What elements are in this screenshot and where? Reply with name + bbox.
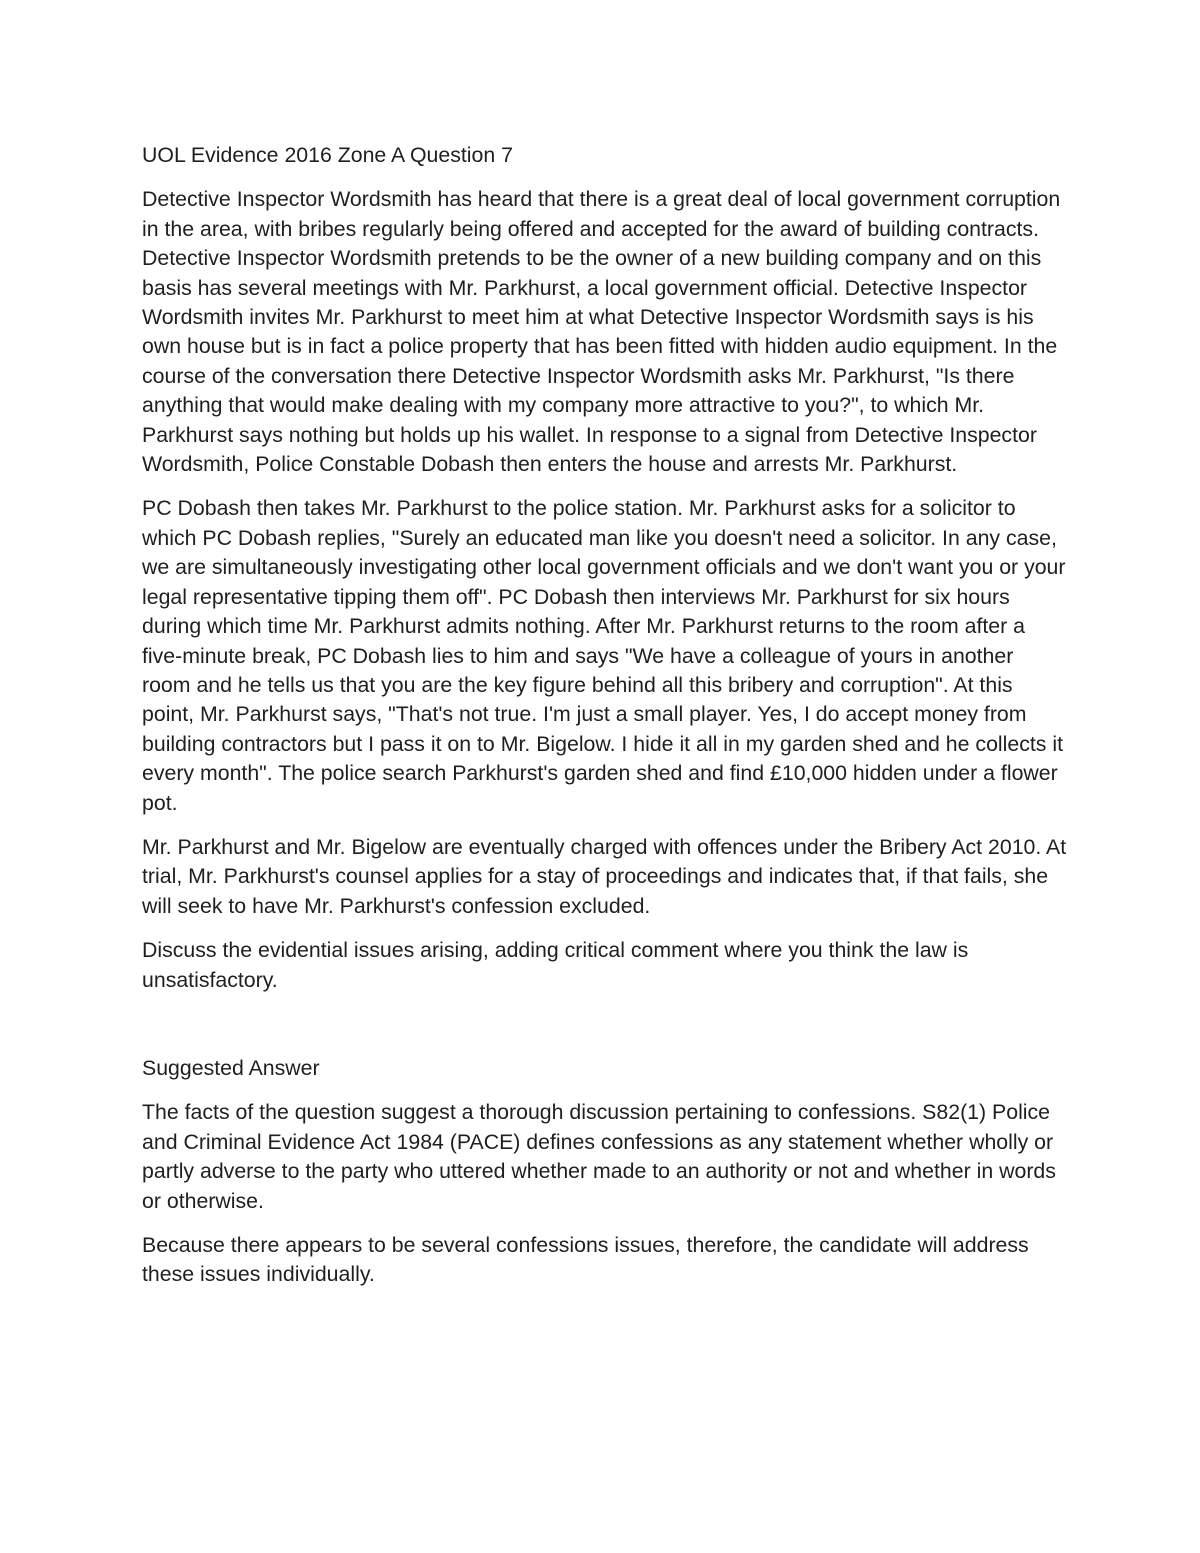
document-body [142, 141, 1067, 1305]
answer-paragraph: The facts of the question suggest a thorough discussion pertaining to confessions. S82(1) Police and Criminal Evidence Act 1984 (PACE) defines confessions as any statement whether wholly or partly adverse to the party who uttered whether made to an authority or not and whether in words or otherwise. [142, 1100, 1056, 1213]
answer-paragraph: Because there appears to be several confessions issues, therefore, the candidate will address these issues individually. [142, 1233, 1029, 1287]
question-paragraph: Detective Inspector Wordsmith has heard that there is a great deal of local government corruption in the area, with bribes regularly being offered and accepted for the award of building contracts. Detective Inspector Wordsmith pretends to be the owner of a new building company and on this basis has several meetings with Mr. Parkhurst, a local government official. Detective Inspector Wordsmith invites Mr. Parkhurst to meet him at what Detective Inspector Wordsmith says is his own house but is in fact a police property that has been fitted with hidden audio equipment. In the course of the conversation there Detective Inspector Wordsmith asks Mr. Parkhurst, "Is there anything that would make dealing with my company more attractive to you?", to which Mr. Parkhurst says nothing but holds up his wallet. In response to a signal from Detective Inspector Wordsmith, Police Constable Dobash then enters the house and arrests Mr. Parkhurst. [142, 187, 1061, 477]
section-spacer [142, 1010, 1067, 1054]
question-paragraph: PC Dobash then takes Mr. Parkhurst to the police station. Mr. Parkhurst asks for a solicitor to which PC Dobash replies, "Surely an educated man like you doesn't need a solicitor. In any case, we are simultaneously investigating other local government officials and we don't want you or your legal representative tipping them off". PC Dobash then interviews Mr. Parkhurst for six hours during which time Mr. Parkhurst admits nothing. After Mr. Parkhurst returns to the room after a five-minute break, PC Dobash lies to him and says "We have a colleague of yours in another room and he tells us that you are the key figure behind all this bribery and corruption". At this point, Mr. Parkhurst says, "That's not true. I'm just a small player. Yes, I do accept money from building contractors but I pass it on to Mr. Bigelow. I hide it all in my garden shed and he collects it every month". The police search Parkhurst's garden shed and find £10,000 hidden under a flower pot. [142, 496, 1066, 815]
document-title: UOL Evidence 2016 Zone A Question 7 [142, 143, 513, 167]
question-instruction: Discuss the evidential issues arising, adding critical comment where you think the law is unsatisfactory. [142, 938, 969, 992]
answer-heading: Suggested Answer [142, 1055, 320, 1080]
question-paragraph: Mr. Parkhurst and Mr. Bigelow are eventually charged with offences under the Bribery Act 2010. At trial, Mr. Parkhurst's counsel applies for a stay of proceedings and indicates that, if that fails, she will seek to have Mr. Parkhurst's confession excluded. [142, 834, 1067, 918]
